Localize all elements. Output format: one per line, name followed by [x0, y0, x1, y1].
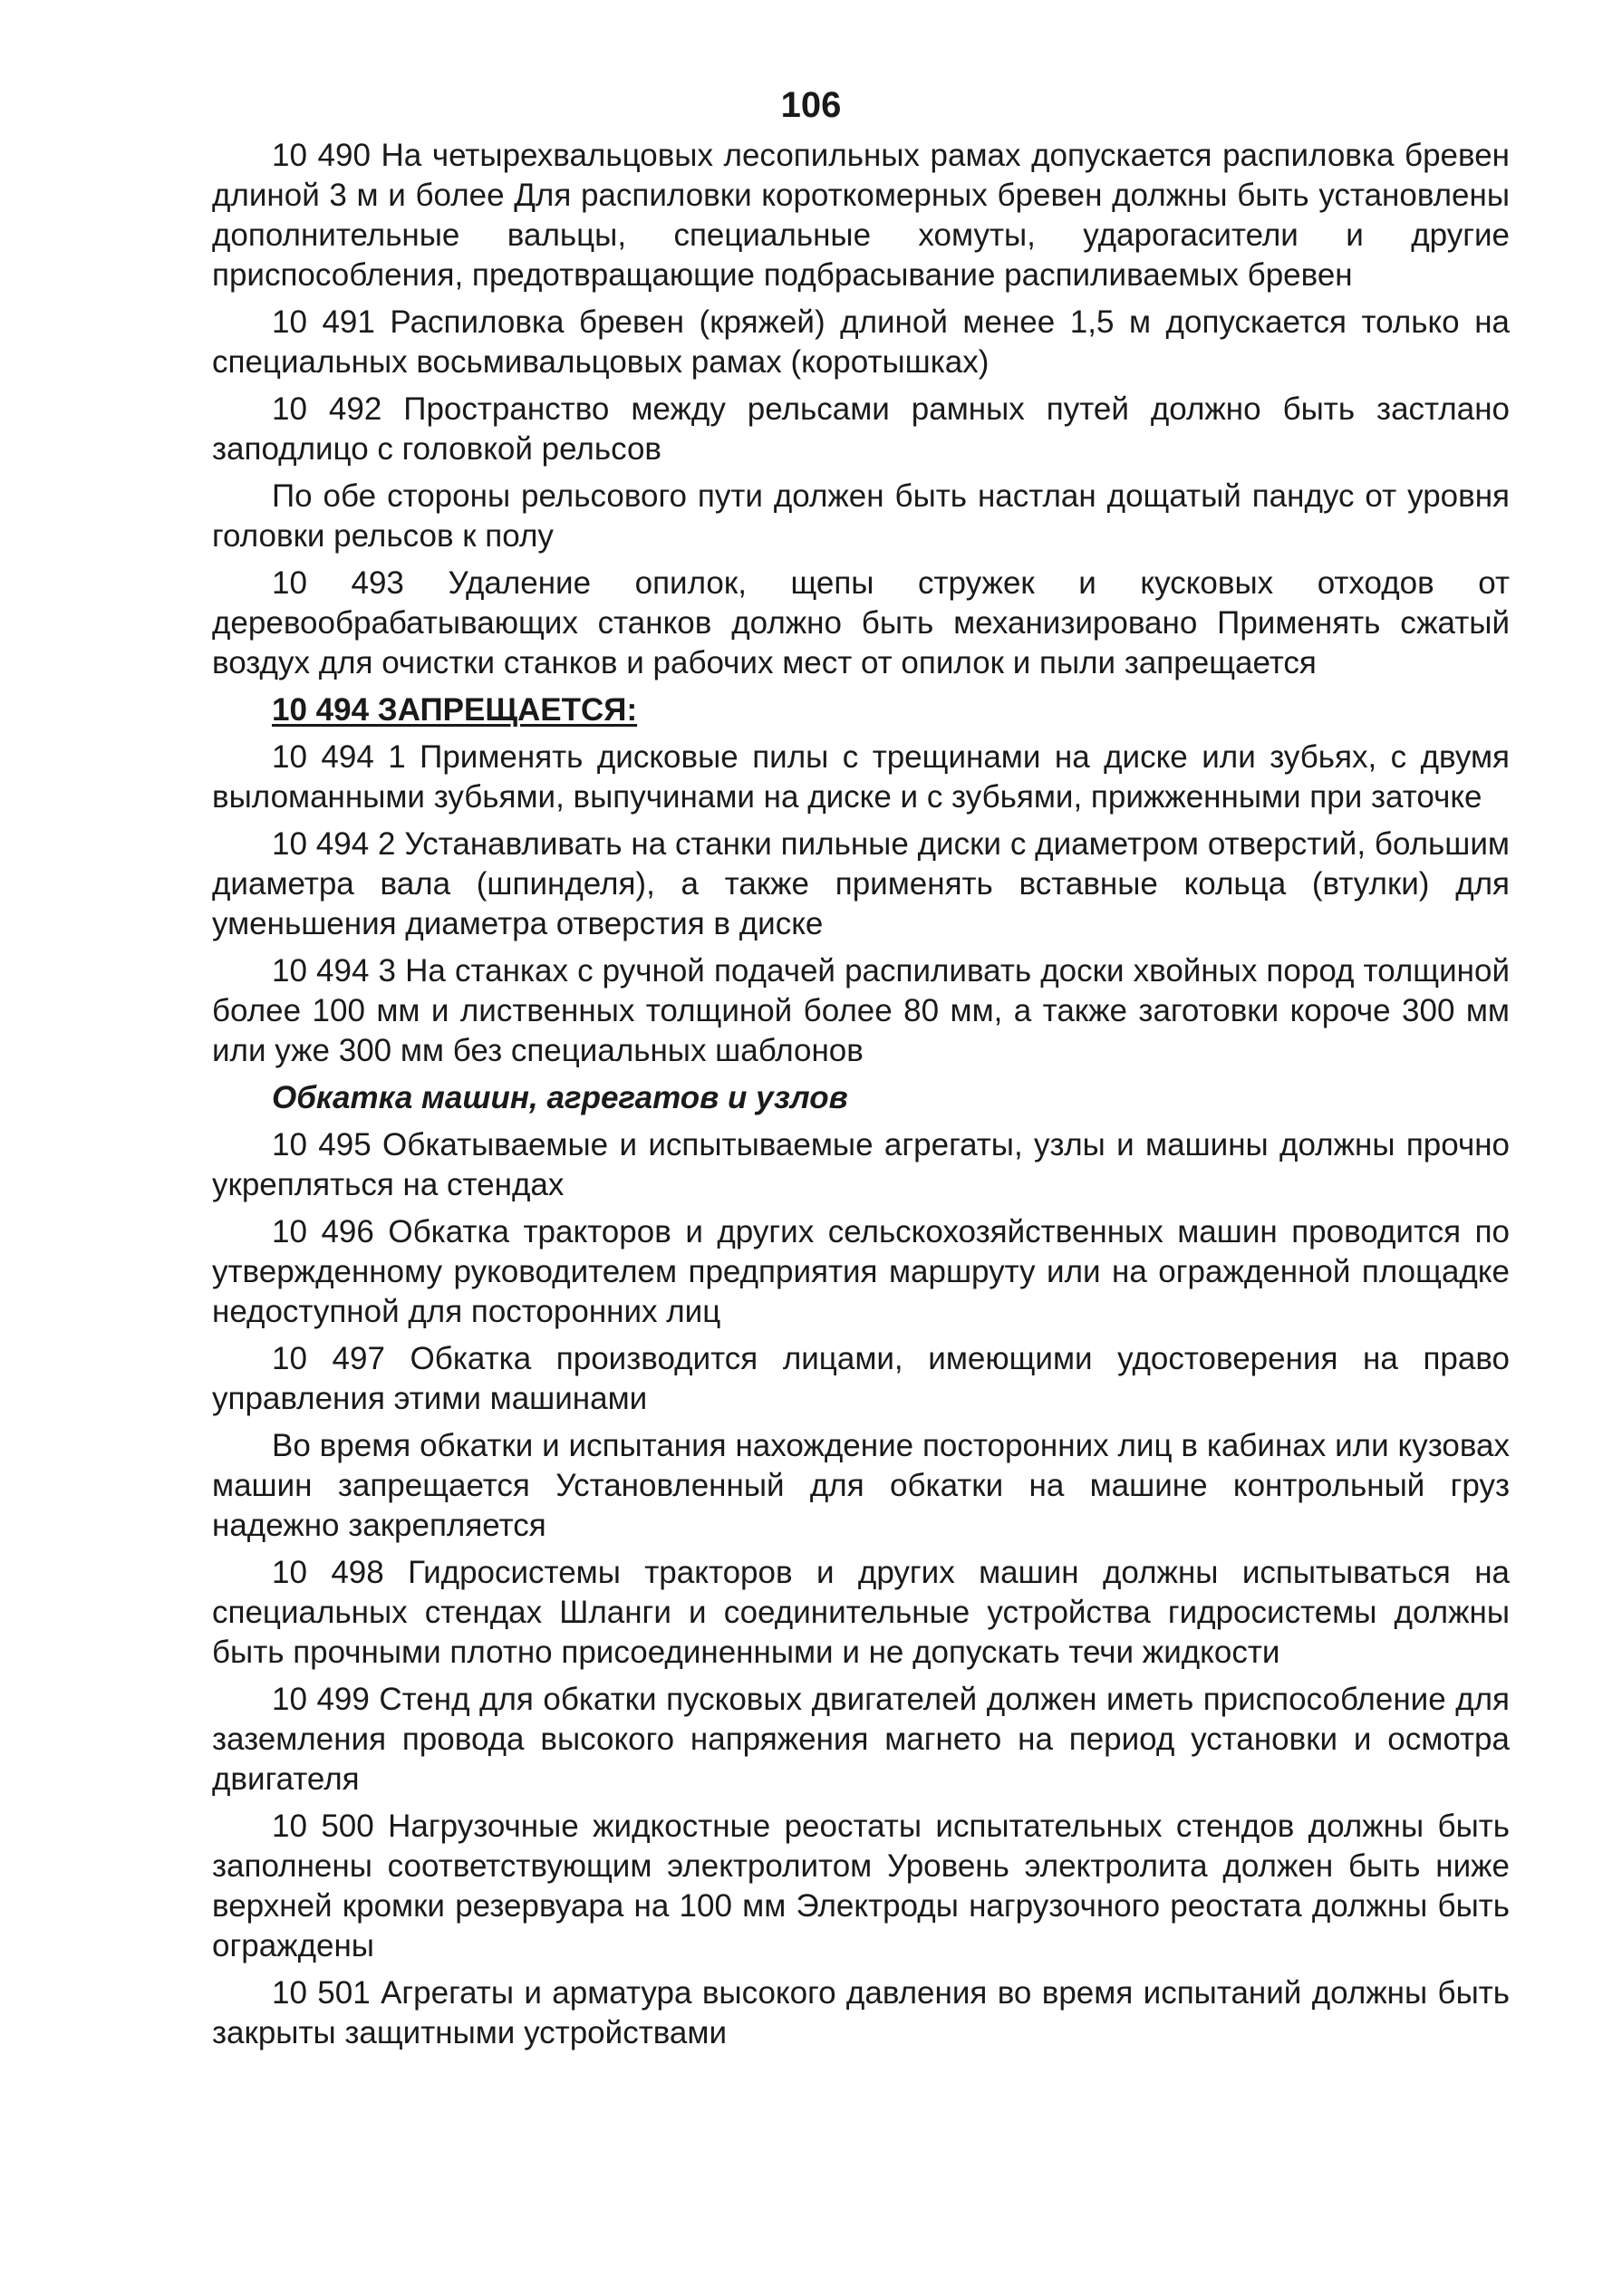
paragraph: 10 499 Стенд для обкатки пусковых двигателей должен иметь приспособление для заземления провода высокого напряжения магнето на период установки и осмотра двигателя	[212, 1682, 1510, 1797]
page-number: 106	[780, 85, 842, 125]
paragraph: 10 495 Обкатываемые и испытываемые агрегаты, узлы и машины должны прочно укрепляться на стендах	[212, 1127, 1510, 1202]
paragraph: 10 493 Удаление опилок, щепы стружек и кусковых отходов от деревообрабатывающих станков должно быть механизировано Применять сжатый воздух для очистки станков и рабочих мест от опилок и пыли запрещается	[212, 565, 1510, 680]
paragraph: 10 494 1 Применять дисковые пилы с трещинами на диске или зубьях, с двумя выломанными зубьями, выпучинами на диске и с зубьями, прижженными при заточке	[212, 739, 1510, 815]
paragraph: 10 490 На четырехвальцовых лесопильных рамах допускается распиловка бревен длиной 3 м и более Для распиловки короткомерных бревен должны быть установлены дополнительные вальцы, специальные хомуты, ударогасители и другие приспособления, предотвращающие подбрасывание распиливаемых бревен	[212, 138, 1510, 293]
paragraph: 10 497 Обкатка производится лицами, имеющими удостоверения на право управления этими машинами	[212, 1341, 1510, 1416]
paragraph: 10 492 Пространство между рельсами рамных путей должно быть застлано заподлицо с головкой рельсов	[212, 391, 1510, 467]
paragraph: Во время обкатки и испытания нахождение посторонних лиц в кабинах или кузовах машин запрещается Установленный для обкатки на машине контрольный груз надежно закрепляется	[212, 1428, 1510, 1543]
paragraph: 10 500 Нагрузочные жидкостные реостаты испытательных стендов должны быть заполнены соответствующим электролитом Уровень электролита должен быть ниже верхней кромки резервуара на 100 мм Электроды нагрузочного реостата должны быть ограждены	[212, 1809, 1510, 1963]
section-heading: Обкатка машин, агрегатов и узлов	[272, 1080, 848, 1115]
paragraph: По обе стороны рельсового пути должен быть настлан дощатый пандус от уровня головки рельсов к полу	[212, 478, 1510, 554]
paragraph: 10 494 2 Устанавливать на станки пильные диски с диаметром отверстий, большим диаметра вала (шпинделя), а также применять вставные кольца (втулки) для уменьшения диаметра отверстия в диске	[212, 826, 1510, 941]
paragraph: 10 494 3 На станках с ручной подачей распиливать доски хвойных пород толщиной более 100 мм и лиственных толщиной более 80 мм, а также заготовки короче 300 мм или уже 300 мм без специальных шаблонов	[212, 953, 1510, 1068]
prohibited-heading: 10 494 ЗАПРЕЩАЕТСЯ:	[272, 692, 638, 728]
paragraph: 10 491 Распиловка бревен (кряжей) длиной менее 1,5 м допускается только на специальных восьмивальцовых рамах (коротышках)	[212, 304, 1510, 380]
paragraph: 10 496 Обкатка тракторов и других сельскохозяйственных машин проводится по утвержденному руководителем предприятия маршруту или на огражденной площадке недоступной для посторонних лиц	[212, 1214, 1510, 1329]
paragraph: 10 501 Агрегаты и арматура высокого давления во время испытаний должны быть закрыты защитными устройствами	[212, 1975, 1510, 2050]
document-body	[212, 136, 1510, 2060]
paragraph: 10 498 Гидросистемы тракторов и других машин должны испытываться на специальных стендах Шланги и соединительные устройства гидросистемы должны быть прочными плотно присоединенными и не допускать течи жидкости	[212, 1555, 1510, 1670]
